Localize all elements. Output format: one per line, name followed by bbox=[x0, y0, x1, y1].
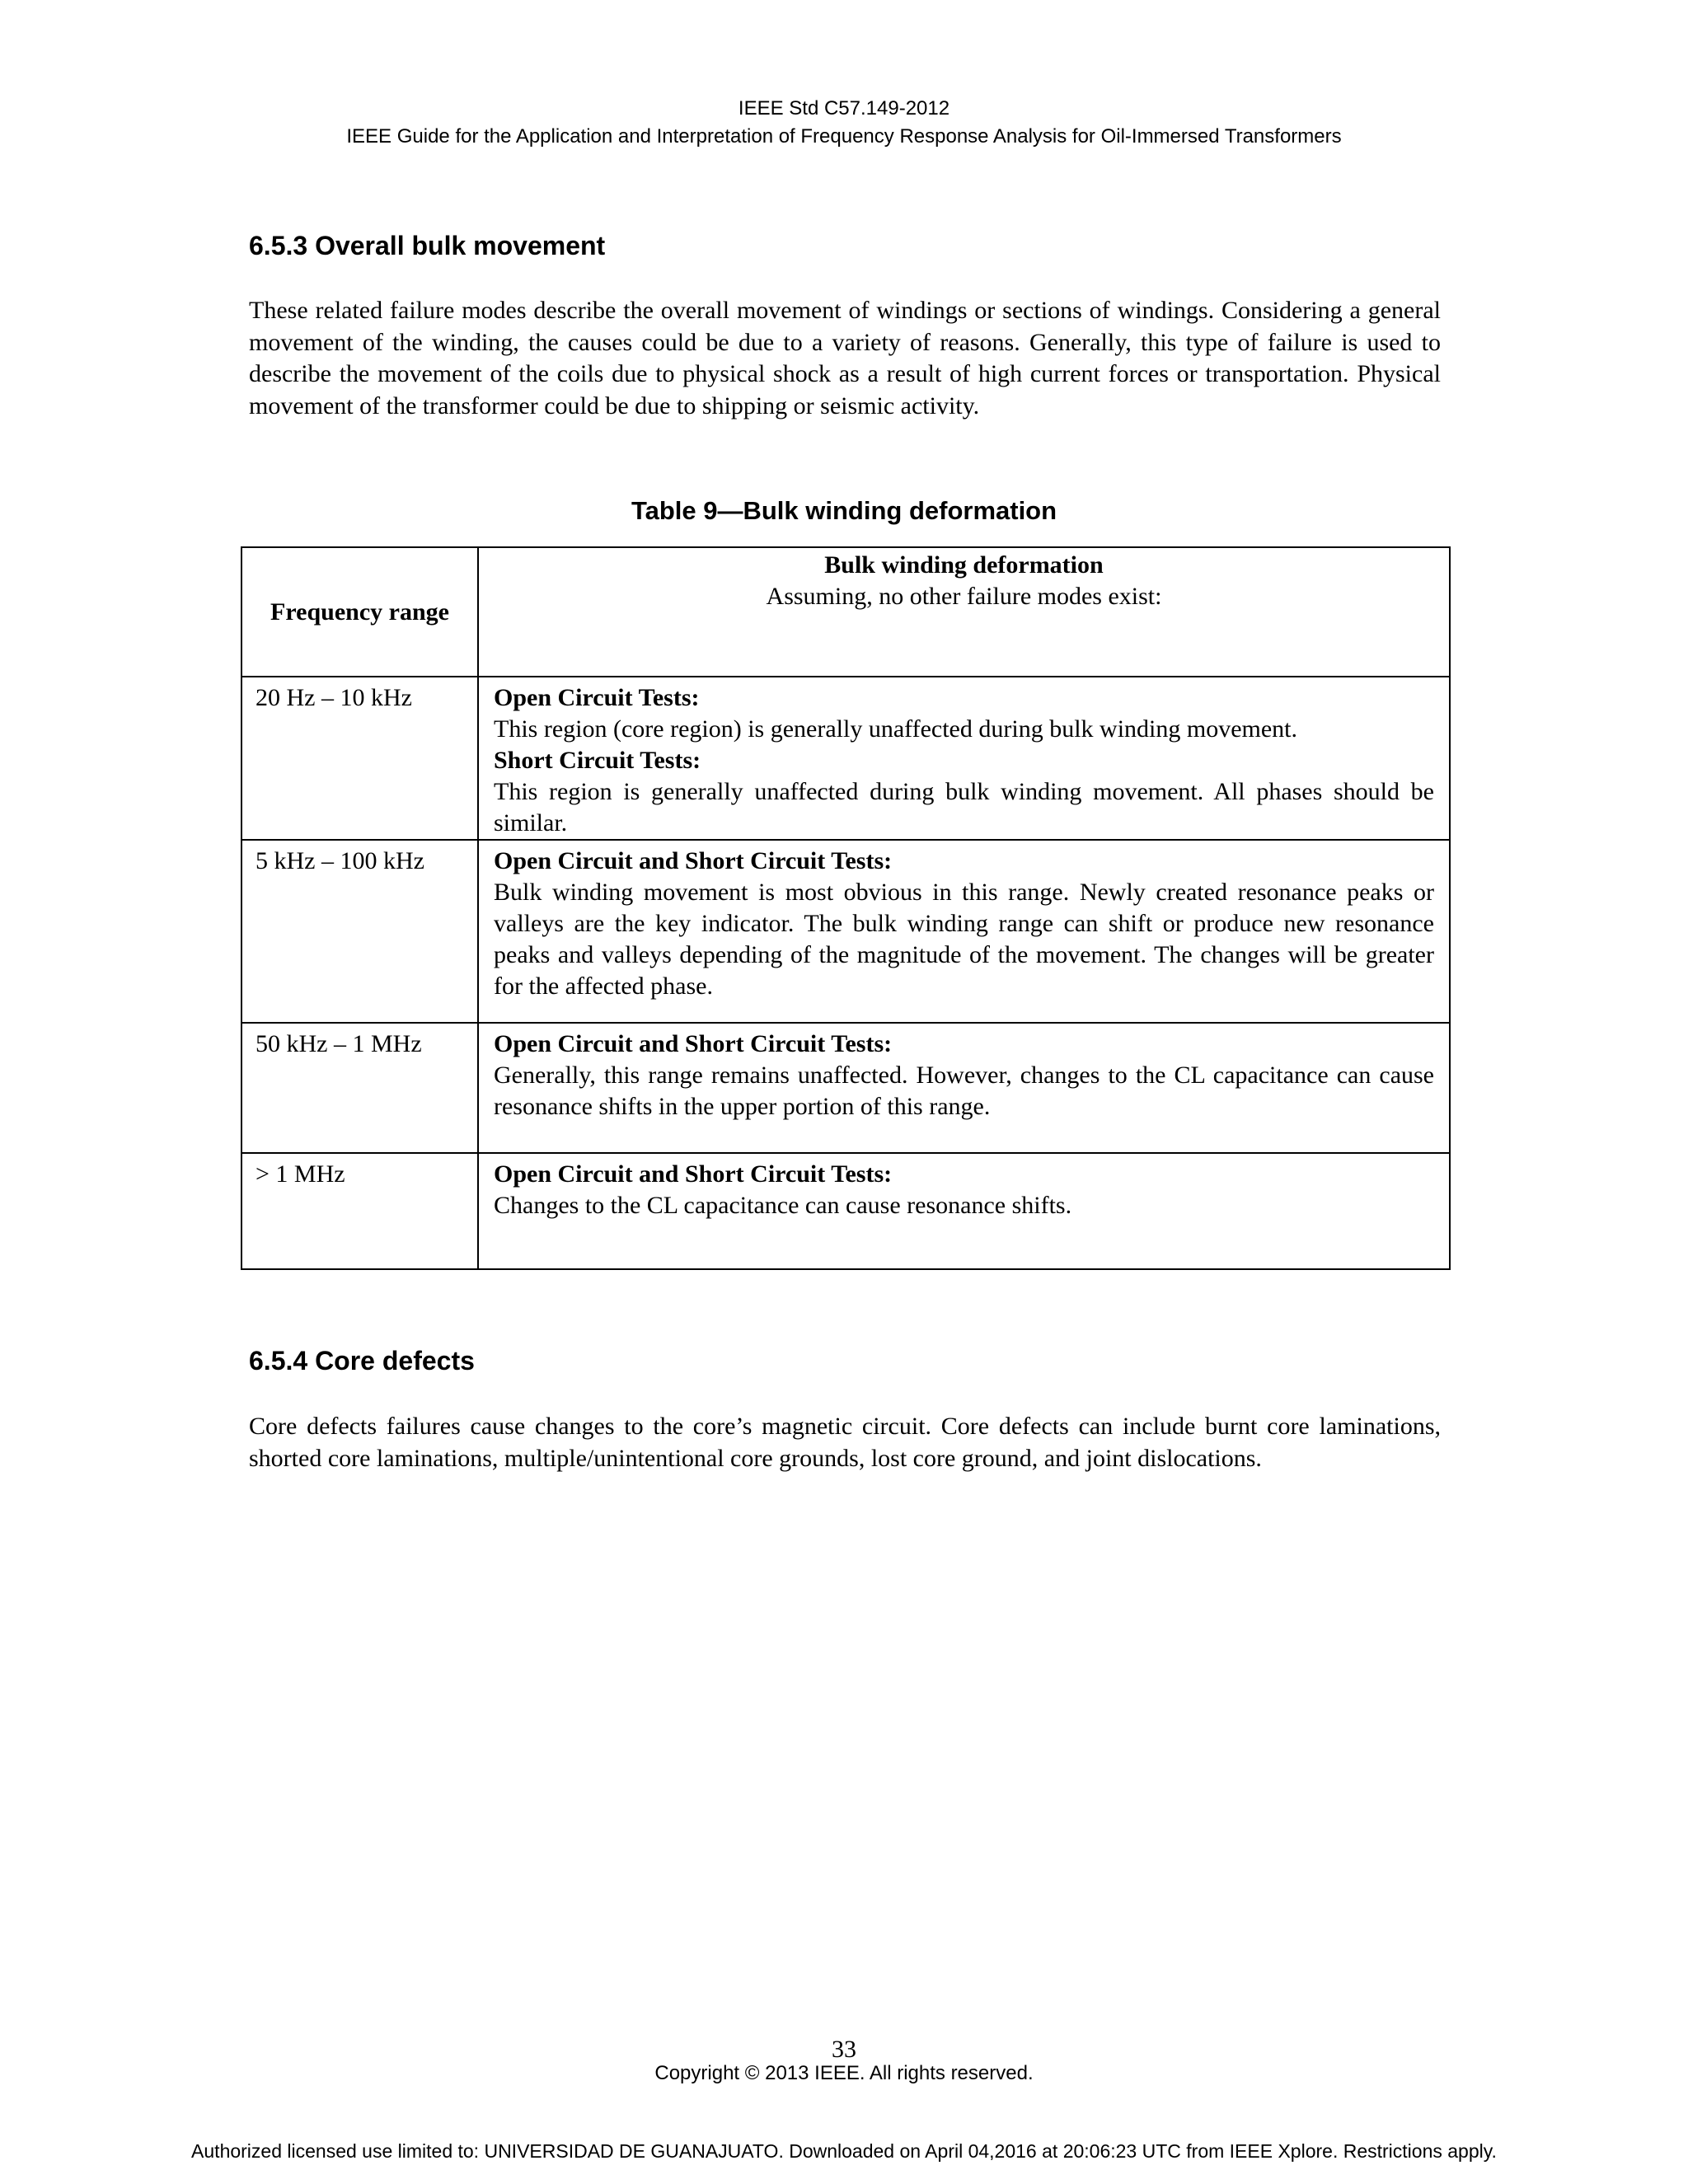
table-header-cell bbox=[241, 547, 478, 677]
header-standard-number: IEEE Std C57.149-2012 bbox=[738, 97, 950, 120]
description-block bbox=[479, 677, 1449, 839]
test-label: Short Circuit Tests: bbox=[494, 747, 701, 774]
test-text: Changes to the CL capacitance can cause resonance shifts. bbox=[494, 1192, 1072, 1219]
test-label: Open Circuit Tests: bbox=[494, 684, 700, 711]
test-label: Open Circuit and Short Circuit Tests: bbox=[494, 1160, 893, 1188]
page-number: 33 bbox=[832, 2036, 856, 2063]
description-cell bbox=[478, 677, 1450, 840]
range-cell bbox=[241, 677, 478, 840]
test-label: Open Circuit and Short Circuit Tests: bbox=[494, 847, 893, 874]
table-row bbox=[241, 677, 1450, 840]
section-heading-6-5-3: 6.5.3 Overall bulk movement bbox=[249, 231, 606, 260]
section-6-5-3-paragraph: These related failure modes describe the overall movement of windings or sections of windings. Considering a general movement of the winding, the causes could be due to a variety of reasons. Generally, this type of failure is used to describe the movement of the coils due to physical shock as a result of high current forces or transportation. Physical movement of the transformer could be due to shipping or seismic activity. bbox=[249, 297, 1441, 419]
range-label: > 1 MHz bbox=[256, 1160, 345, 1188]
table-row bbox=[241, 1023, 1450, 1153]
description-cell bbox=[478, 840, 1450, 1023]
header-deformation bbox=[479, 548, 1449, 676]
test-text: This region is generally unaffected during bulk winding movement. All phases should be similar. bbox=[494, 778, 1434, 837]
header-deformation-subtitle: Assuming, no other failure modes exist: bbox=[766, 583, 1162, 610]
description-block bbox=[479, 1024, 1449, 1122]
range-cell bbox=[241, 1023, 478, 1153]
test-text: Bulk winding movement is most obvious in this range. Newly created resonance peaks or valleys are the key indicator. The bulk winding range can shift or produce new resonance peaks and valleys depending of the magnitude of the movement. The changes will be greater for the affected phase. bbox=[494, 879, 1434, 1000]
test-label: Open Circuit and Short Circuit Tests: bbox=[494, 1030, 893, 1057]
table-caption: Table 9—Bulk winding deformation bbox=[631, 496, 1057, 525]
test-text: Generally, this range remains unaffected. However, changes to the CL capacitance can cause resonance shifts in the upper portion of this range. bbox=[494, 1062, 1434, 1120]
table-header-cell bbox=[478, 547, 1450, 677]
description-cell bbox=[478, 1023, 1450, 1153]
section-6-5-4-paragraph: Core defects failures cause changes to the core’s magnetic circuit. Core defects can include burnt core laminations, shorted core laminations, multiple/unintentional core grounds, lost core ground, and joint dislocations. bbox=[249, 1413, 1441, 1472]
range-label: 20 Hz – 10 kHz bbox=[256, 684, 412, 711]
table-header-row bbox=[241, 547, 1450, 677]
bulk-winding-table bbox=[241, 546, 1451, 1270]
license-notice: Authorized licensed use limited to: UNIVERSIDAD DE GUANAJUATO. Downloaded on April 04,2016 at 20:06:23 UTC from IEEE Xplore. Restrictions apply. bbox=[191, 2140, 1497, 2162]
table-row bbox=[241, 1153, 1450, 1269]
header-deformation-title: Bulk winding deformation bbox=[824, 551, 1104, 579]
header-document-title: IEEE Guide for the Application and Interpretation of Frequency Response Analysis for Oil-Immersed Transformers bbox=[346, 125, 1342, 148]
range-cell bbox=[241, 1153, 478, 1269]
section-heading-6-5-4: 6.5.4 Core defects bbox=[249, 1346, 475, 1376]
table-row bbox=[241, 840, 1450, 1023]
description-block bbox=[479, 1154, 1449, 1221]
copyright-notice: Copyright © 2013 IEEE. All rights reserved. bbox=[654, 2062, 1034, 2084]
range-label: 50 kHz – 1 MHz bbox=[256, 1030, 422, 1057]
header-frequency-range: Frequency range bbox=[270, 598, 449, 626]
description-cell bbox=[478, 1153, 1450, 1269]
test-text: This region (core region) is generally unaffected during bulk winding movement. bbox=[494, 715, 1297, 743]
description-block bbox=[479, 841, 1449, 1002]
range-label: 5 kHz – 100 kHz bbox=[256, 847, 424, 874]
range-cell bbox=[241, 840, 478, 1023]
